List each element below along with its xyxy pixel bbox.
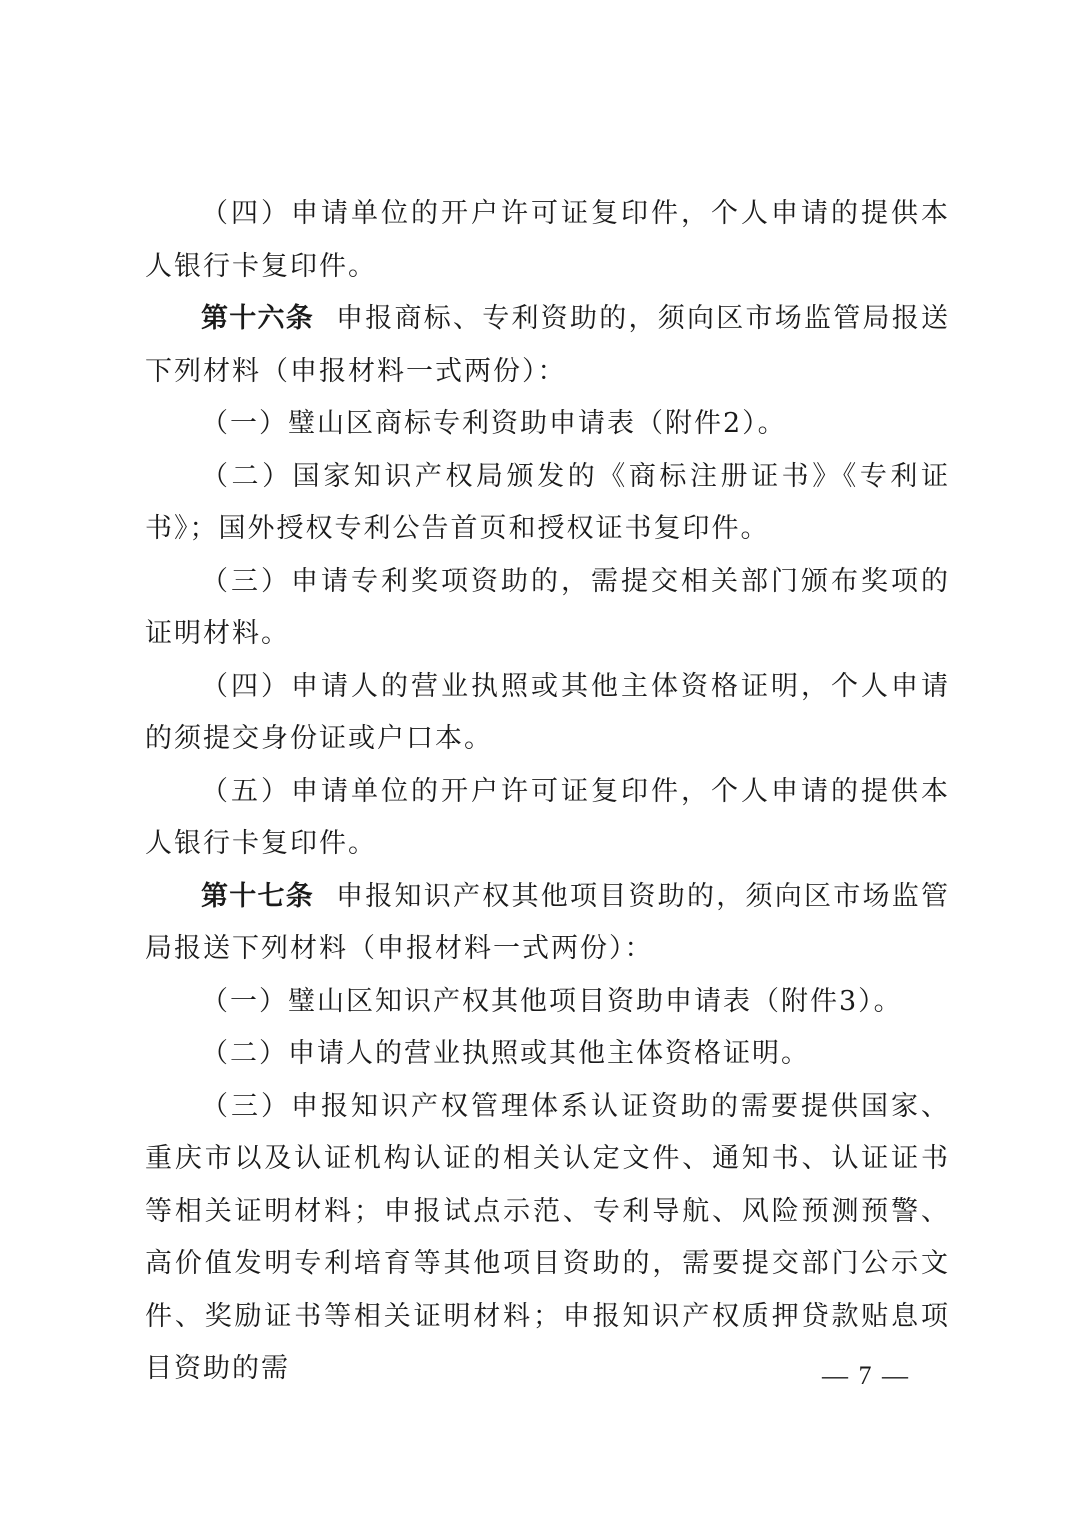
article-heading: 第十七条 — [201, 880, 314, 912]
page-number: — 7 — — [822, 1361, 910, 1390]
paragraph-text: （四）申请人的营业执照或其他主体资格证明，个人申请的须提交身份证或户口本。 — [145, 670, 950, 754]
paragraph-text: （五）申请单位的开户许可证复印件，个人申请的提供本人银行卡复印件。 — [145, 775, 950, 859]
article-17-paragraph — [145, 871, 950, 976]
paragraph-text: （三）申请专利奖项资助的，需提交相关部门颁布奖项的证明材料。 — [145, 565, 950, 649]
paragraph-item-3 — [145, 556, 950, 661]
paragraph-item-4 — [145, 661, 950, 766]
paragraph-text: （二）申请人的营业执照或其他主体资格证明。 — [201, 1038, 810, 1069]
paragraph-item-1 — [145, 398, 950, 451]
paragraph-item-5 — [145, 766, 950, 871]
article-16-paragraph — [145, 293, 950, 398]
paragraph-text: （四）申请单位的开户许可证复印件，个人申请的提供本人银行卡复印件。 — [145, 198, 950, 282]
article-heading: 第十六条 — [201, 303, 314, 334]
paragraph-item-3 — [145, 1081, 950, 1396]
paragraph-item-2 — [145, 1028, 950, 1081]
paragraph-item-4 — [145, 188, 950, 293]
paragraph-text: （二）国家知识产权局颁发的《商标注册证书》《专利证书》；国外授权专利公告首页和授权证书复印件。 — [145, 460, 950, 544]
document-body — [145, 188, 950, 1396]
paragraph-text: （一）璧山区商标专利资助申请表（附件2）。 — [201, 408, 787, 439]
paragraph-item-2 — [145, 451, 950, 556]
paragraph-text: 申报知识产权其他项目资助的，须向区市场监管局报送下列材料（申报材料一式两份）： — [145, 880, 950, 964]
paragraph-item-1 — [145, 976, 950, 1029]
paragraph-text: 申报商标、专利资助的，须向区市场监管局报送下列材料（申报材料一式两份）： — [145, 303, 950, 387]
paragraph-text: （三）申报知识产权管理体系认证资助的需要提供国家、重庆市以及认证机构认证的相关认定文件、通知书、认证证书等相关证明材料；申报试点示范、专利导航、风险预测预警、高价值发明专利培育等其他项目资助的，需要提交部门公示文件、奖励证书等相关证明材料；申报知识产权质押贷款贴息项目资助的需 — [145, 1090, 950, 1384]
paragraph-text: （一）璧山区知识产权其他项目资助申请表（附件3）。 — [201, 985, 903, 1017]
